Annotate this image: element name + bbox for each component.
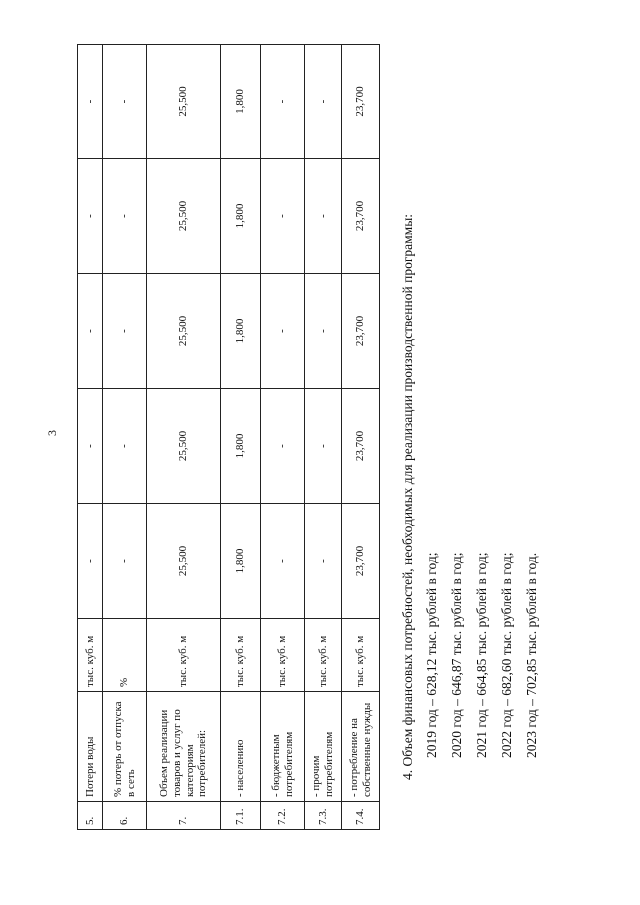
table-container	[77, 45, 379, 905]
financial-line: 2023 год – 702,85 тыс. рублей в год.	[524, 552, 539, 758]
table-row	[147, 45, 221, 830]
table-rotated	[77, 0, 379, 830]
row-value: -	[78, 504, 103, 619]
row-value: 1,800	[221, 274, 261, 389]
row-value: -	[78, 45, 103, 159]
financial-line: 2019 год – 628,12 тыс. рублей в год;	[424, 552, 439, 758]
row-value: 23,700	[342, 389, 380, 504]
row-value: 23,700	[342, 45, 380, 159]
row-name: Потери воды	[78, 692, 103, 802]
row-number: 7.2.	[261, 802, 305, 830]
row-value: -	[103, 45, 147, 159]
table-row	[261, 45, 305, 830]
section-4-rotated	[400, 60, 580, 780]
row-value: -	[78, 159, 103, 274]
row-value: 25,500	[147, 389, 221, 504]
row-value: 25,500	[147, 45, 221, 159]
row-name: - прочим потребителям	[305, 692, 342, 802]
section-4-container	[400, 60, 580, 780]
row-unit: тыс. куб. м	[147, 619, 221, 692]
row-value: 25,500	[147, 274, 221, 389]
table-row	[342, 45, 380, 830]
row-value: -	[103, 504, 147, 619]
row-value: 1,800	[221, 159, 261, 274]
row-value: 1,800	[221, 389, 261, 504]
production-program-table	[77, 44, 380, 830]
row-value: 23,700	[342, 274, 380, 389]
row-value: -	[103, 389, 147, 504]
row-value: -	[305, 389, 342, 504]
row-value: -	[305, 45, 342, 159]
row-name: Объем реализации товаров и услуг по категориям потребителей:	[147, 692, 221, 802]
page-number: 3	[45, 430, 59, 436]
row-value: -	[78, 274, 103, 389]
table-row	[78, 45, 103, 830]
row-value: -	[261, 504, 305, 619]
row-value: -	[261, 274, 305, 389]
row-number: 7.3.	[305, 802, 342, 830]
row-value: -	[261, 389, 305, 504]
row-unit: тыс. куб. м	[342, 619, 380, 692]
row-value: -	[305, 274, 342, 389]
row-unit: тыс. куб. м	[305, 619, 342, 692]
row-value: 23,700	[342, 504, 380, 619]
row-unit: %	[103, 619, 147, 692]
row-value: 25,500	[147, 159, 221, 274]
row-value: 25,500	[147, 504, 221, 619]
financial-line: 2020 год – 646,87 тыс. рублей в год;	[449, 552, 464, 758]
row-number: 7.4.	[342, 802, 380, 830]
row-unit: тыс. куб. м	[261, 619, 305, 692]
row-value: -	[305, 504, 342, 619]
row-value: -	[261, 45, 305, 159]
financial-line: 2021 год – 664,85 тыс. рублей в год;	[474, 552, 489, 758]
row-value: -	[103, 159, 147, 274]
row-name: - населению	[221, 692, 261, 802]
row-value: -	[261, 159, 305, 274]
row-name: % потерь от отпуска в сеть	[103, 692, 147, 802]
row-value: -	[78, 389, 103, 504]
table-body	[78, 45, 380, 830]
row-value: -	[305, 159, 342, 274]
table-row	[221, 45, 261, 830]
row-unit: тыс. куб. м	[78, 619, 103, 692]
row-name: - потребление на собственные нужды	[342, 692, 380, 802]
row-value: -	[103, 274, 147, 389]
row-unit: тыс. куб. м	[221, 619, 261, 692]
row-value: 1,800	[221, 504, 261, 619]
table-row	[305, 45, 342, 830]
table-row	[103, 45, 147, 830]
row-number: 6.	[103, 802, 147, 830]
row-value: 1,800	[221, 45, 261, 159]
row-number: 7.1.	[221, 802, 261, 830]
financial-line: 2022 год – 682,60 тыс. рублей в год;	[499, 552, 514, 758]
row-number: 7.	[147, 802, 221, 830]
section-heading: 4. Объем финансовых потребностей, необходимых для реализации производственной программы:	[400, 213, 415, 780]
row-value: 23,700	[342, 159, 380, 274]
row-number: 5.	[78, 802, 103, 830]
row-name: - бюджетным потребителям	[261, 692, 305, 802]
